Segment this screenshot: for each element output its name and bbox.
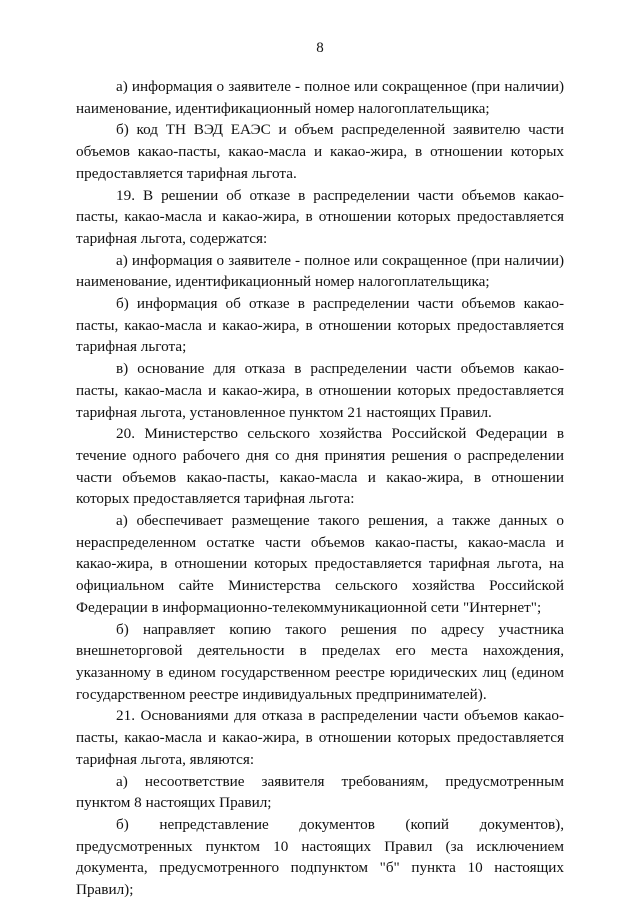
document-body [76, 76, 564, 901]
paragraph-b-sending-copy: б) направляет копию такого решения по адресу участника внешнеторговой деятельности в пределах его места нахождения, указанному в едином государственном реестре юридических лиц (едином государственном реестре индивидуальных предпринимателей). [76, 620, 564, 703]
paragraph-a-noncompliance: а) несоответствие заявителя требованиям, предусмотренным пунктом 8 настоящих Правил; [76, 772, 564, 812]
paragraph-21-grounds-for-refusal: 21. Основаниями для отказа в распределении части объемов какао-пасты, какао-масла и какао-жира, в отношении которых предоставляется тарифная льгота, являются: [76, 707, 564, 768]
paragraph-19-refusal-decision: 19. В решении об отказе в распределении части объемов какао-пасты, какао-масла и какао-жира, в отношении которых предоставляется тарифная льгота, содержатся: [76, 186, 564, 247]
paragraph-b-tn-ved-code: б) код ТН ВЭД ЕАЭС и объем распределенной заявителю части объемов какао-пасты, какао-масла и какао-жира, в отношении которых предоставляется тарифная льгота. [76, 121, 564, 182]
paragraph-v-refusal-grounds: в) основание для отказа в распределении части объемов какао-пасты, какао-масла и какао-жира, в отношении которых предоставляется тарифная льгота, установленное пунктом 21 настоящих Правил. [76, 360, 564, 421]
paragraph-b-refusal-info: б) информация об отказе в распределении части объемов какао-пасты, какао-масла и какао-жира, в отношении которых предоставляется тарифная льгота; [76, 295, 564, 356]
paragraph-a-publication: а) обеспечивает размещение такого решения, а также данных о нераспределенном остатке части объемов какао-пасты, какао-масла и какао-жира, в отношении которых предоставляется тарифная льгота, на официальном сайте Министерства сельского хозяйства Российской Федерации в информационно-телекоммуникационной сети "Интернет"; [76, 512, 564, 616]
page-number: 8 [316, 40, 324, 56]
paragraph-a-applicant-info: а) информация о заявителе - полное или сокращенное (при наличии) наименование, идентификационный номер налогоплательщика; [76, 78, 564, 117]
paragraph-20-ministry-actions: 20. Министерство сельского хозяйства Российской Федерации в течение одного рабочего дня со дня принятия решения о распределении части объемов какао-пасты, какао-масла и какао-жира, в отношении которых предоставляется тарифная льгота: [76, 425, 564, 508]
paragraph-a-applicant-info-2: а) информация о заявителе - полное или сокращенное (при наличии) наименование, идентификационный номер налогоплательщика; [76, 251, 564, 291]
paragraph-b-missing-documents: б) непредставление документов (копий документов), предусмотренных пунктом 10 настоящих Правил (за исключением документа, предусмотренного подпунктом "б" пункта 10 настоящих Правил); [76, 815, 564, 899]
